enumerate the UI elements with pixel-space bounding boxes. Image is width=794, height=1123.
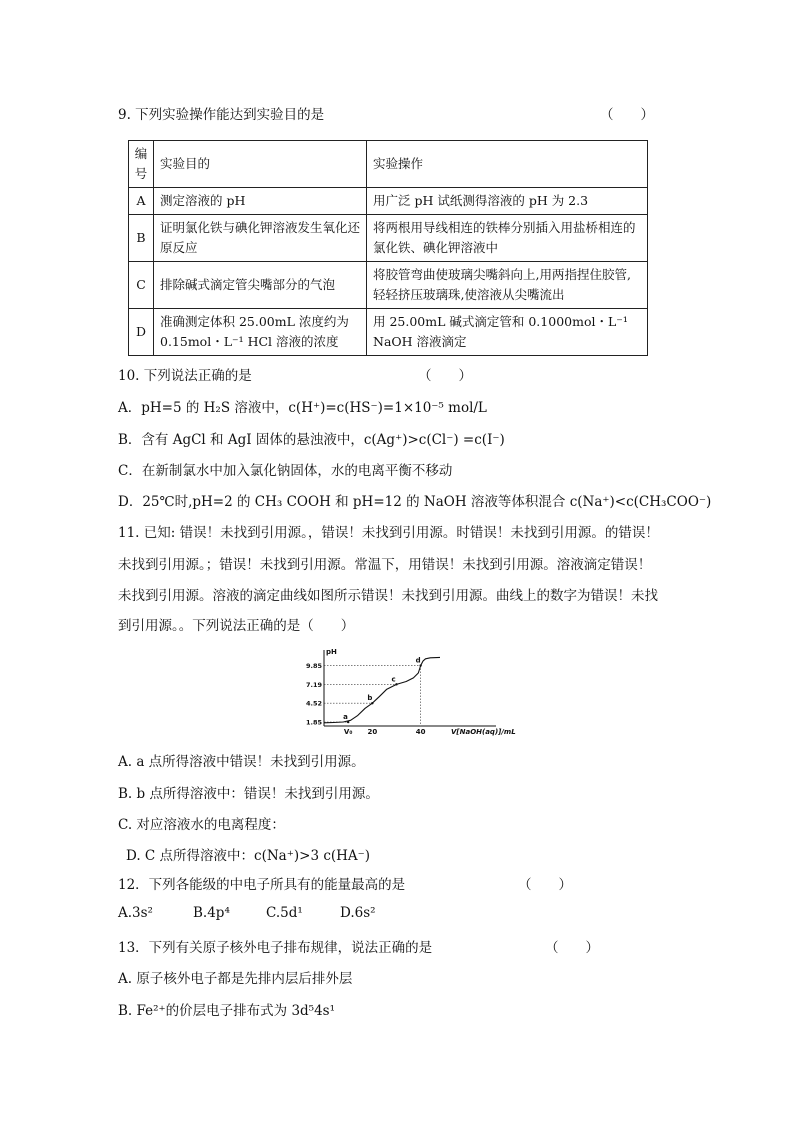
table-row — [129, 215, 648, 262]
x-tick-label: V₀ — [343, 728, 353, 736]
q10-option-b: B．含有 AgCl 和 AgI 固体的悬浊液中，c(Ag⁺)>c(Cl⁻) =c(I⁻) — [118, 432, 505, 448]
q10-option-d: D．25℃时,pH=2 的 CH₃ COOH 和 pH=12 的 NaOH 溶液等体积混合 c(Na⁺)<c(CH₃COO⁻) — [118, 494, 712, 510]
row-operation: 将两根用导线相连的铁棒分别插入用盐桥相连的氯化铁、碘化钾溶液中 — [367, 215, 648, 262]
header-operation: 实验操作 — [367, 141, 648, 188]
x-tick-label: 40 — [415, 728, 426, 736]
point-label: d — [415, 656, 421, 665]
data-point — [347, 721, 349, 723]
q11-option-a: A. a 点所得溶液中错误！未找到引用源。 — [118, 754, 365, 770]
q10-option-a: A．pH=5 的 H₂S 溶液中，c(H⁺)=c(HS⁻)=1×10⁻⁵ mol/L — [118, 400, 487, 416]
curve-line — [324, 657, 440, 722]
q12-answer-paren: （ ） — [518, 877, 572, 893]
y-axis-label: pH — [326, 648, 337, 656]
row-goal: 排除碱式滴定管尖嘴部分的气泡 — [154, 262, 367, 309]
q13-answer-paren: （ ） — [545, 940, 599, 956]
data-point — [395, 683, 397, 685]
y-tick-label: 4.52 — [305, 699, 322, 708]
q11-stem-line-3: 未找到引用源。溶液的滴定曲线如图所示错误！未找到引用源。曲线上的数字为错误！未找 — [118, 588, 658, 604]
q12-option-c: C.5d¹ — [266, 905, 303, 921]
row-goal: 证明氯化铁与碘化钾溶液发生氧化还原反应 — [154, 215, 367, 262]
table-row — [129, 188, 648, 215]
row-operation: 将胶管弯曲使玻璃尖嘴斜向上,用两指捏住胶管,轻轻挤压玻璃珠,使溶液从尖嘴流出 — [367, 262, 648, 309]
q9-answer-paren: （ ） — [600, 107, 654, 123]
q12-option-d: D.6s² — [340, 905, 376, 921]
table-row — [129, 309, 648, 356]
q12-option-a: A.3s² — [118, 905, 153, 921]
data-point — [419, 664, 421, 666]
q10-stem: 10. 下列说法正确的是 — [118, 368, 252, 384]
q12-option-b: B.4p⁴ — [193, 905, 230, 921]
q12-stem: 12．下列各能级的中电子所具有的能量最高的是 — [118, 877, 406, 893]
y-tick-label: 7.19 — [305, 680, 322, 689]
q11-option-b: B. b 点所得溶液中：错误！未找到引用源。 — [118, 786, 379, 802]
y-tick-label: 9.85 — [305, 662, 322, 671]
y-tick-label: 1.85 — [305, 718, 322, 727]
q9-table — [128, 140, 648, 356]
q11-option-c: C. 对应溶液水的电离程度： — [118, 817, 285, 833]
x-tick-label: 20 — [367, 728, 378, 736]
header-goal: 实验目的 — [154, 141, 367, 188]
point-label: c — [391, 675, 396, 684]
data-point — [371, 702, 373, 704]
x-axis-label: V[NaOH(aq)]/mL — [451, 728, 516, 736]
row-goal: 测定溶液的 pH — [154, 188, 367, 215]
q11-stem-line-4: 到引用源。。下列说法正确的是（ ） — [118, 618, 355, 634]
point-label: b — [367, 694, 373, 703]
row-operation: 用广泛 pH 试纸测得溶液的 pH 为 2.3 — [367, 188, 648, 215]
row-operation: 用 25.00mL 碱式滴定管和 0.1000mol・L⁻¹ NaOH 溶液滴定 — [367, 309, 648, 356]
row-code: B — [129, 215, 154, 262]
q9-stem: 9. 下列实验操作能达到实验目的是 — [118, 107, 325, 123]
row-code: A — [129, 188, 154, 215]
q11-stem-line-2: 未找到引用源。；错误！未找到引用源。常温下，用错误！未找到引用源。溶液滴定错误！ — [118, 557, 652, 573]
header-code: 编号 — [129, 141, 154, 188]
row-code: C — [129, 262, 154, 309]
q13-stem: 13．下列有关原子核外电子排布规律，说法正确的是 — [118, 940, 433, 956]
point-label: a — [343, 713, 348, 722]
table-row — [129, 262, 648, 309]
q13-option-a: A. 原子核外电子都是先排内层后排外层 — [118, 971, 353, 987]
row-code: D — [129, 309, 154, 356]
q10-option-c: C．在新制氯水中加入氯化钠固体，水的电离平衡不移动 — [118, 463, 453, 479]
q11-stem-line-1: 11. 已知: 错误！未找到引用源。，错误！未找到引用源。时错误！未找到引用源。的错误！ — [118, 525, 659, 541]
q10-answer-paren: （ ） — [418, 368, 472, 384]
row-goal: 准确测定体积 25.00mL 浓度约为 0.15mol・L⁻¹ HCl 溶液的浓度 — [154, 309, 367, 356]
titration-curve-chart — [300, 646, 516, 738]
q11-option-d: D. C 点所得溶液中：c(Na⁺)>3 c(HA⁻) — [126, 848, 371, 864]
table-header-row — [129, 141, 648, 188]
q13-option-b: B. Fe²⁺的价层电子排布式为 3d⁵4s¹ — [118, 1003, 336, 1019]
